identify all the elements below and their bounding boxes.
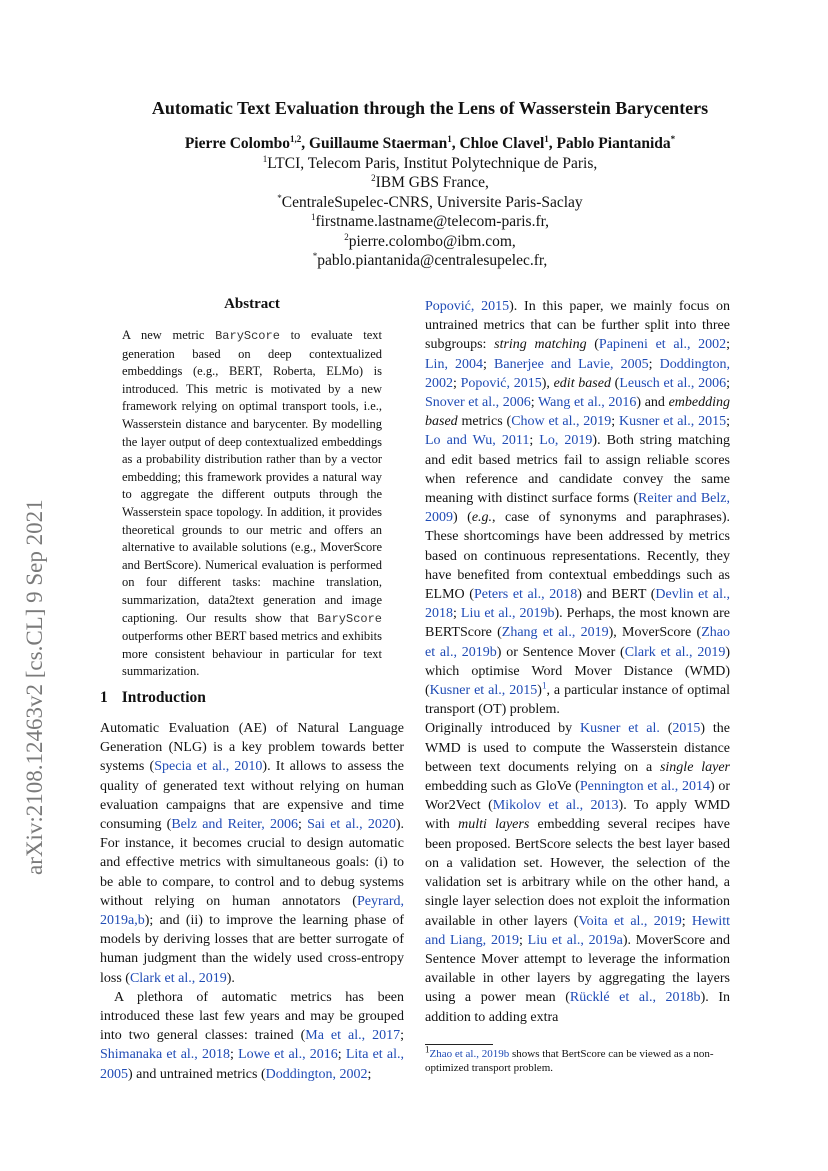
affiliation-text: firstname.lastname@telecom-paris.fr, xyxy=(315,213,550,230)
intro-paragraph-right-1: Popović, 2015). In this paper, we mainly focus on untrained metrics that can be further split into three subgroups: string matching (Papineni et al., 2002; Lin, 2004; Banerjee and Lavie, 2005; Doddington, 2002; Popović, 2015), edit based (Leusch et al., 2006; Snover et al., 2006; Wang et al., 2016) and embedding based metrics (Chow et al., 2019; Kusner et al., 2015; Lo and Wu, 2011; Lo, 2019). Both string matching and edit based metrics fail to assign reliable scores when reference and candidate convey the same meaning with distinct surface forms (Reiter and Belz, 2009) (e.g., case of synonyms and paraphrases). These shortcomings have been addressed by metrics based on continuous representations. Recently, they have benefited from contextual embeddings such as ELMO (Peters et al., 2018) and BERT (Devlin et al., 2018; Liu et al., 2019b). Perhaps, the most known are BERTScore (Zhang et al., 2019), MoverScore (Zhao et al., 2019b) or Sentence Mover (Clark et al., 2019) which optimise Word Mover Distance (WMD) (Kusner et al., 2015)$^1$, a particular instance of optimal transport (OT) problem. xyxy=(425,299,731,718)
affiliation-mark: * xyxy=(670,133,676,144)
paper-title: Automatic Text Evaluation through the Lens of Wasserstein Barycenters xyxy=(151,98,709,118)
footnote-rule xyxy=(425,1044,493,1045)
citation-link[interactable]: Clark et al., 2019 xyxy=(129,970,227,986)
citation-link[interactable]: Specia et al., 2010 xyxy=(154,759,263,775)
affiliation-text: IBM GBS France, xyxy=(375,174,489,191)
abstract-body xyxy=(122,327,382,681)
citation-link[interactable]: Zhang et al., 2019 xyxy=(501,625,609,641)
citation-link[interactable]: Pennington et al., 2014 xyxy=(579,779,710,795)
citation-link[interactable]: Papineni et al., 2002 xyxy=(598,337,727,353)
left-column-text xyxy=(100,719,404,1084)
emphasis-text: string matching xyxy=(494,337,587,353)
citation-link[interactable]: Doddington, 2002 xyxy=(425,356,731,391)
abstract-text-part: outperforms other BERT based metrics and exhibits more consistent behaviour in particular for text summarization. xyxy=(122,629,382,679)
citation-link[interactable]: Lin, 2004 xyxy=(425,356,484,372)
affiliation-mark: * xyxy=(277,192,282,203)
abstract-text-part: to evaluate text generation based on deep contextualized embeddings (e.g., BERT, Roberta, ELMo) is introduced. This metric is motivated by a new framework relying on optimal transport tools, i.e., Wasserstein distance and barycenter. By modelling the layer output of deep contextualized embeddings as a probability distribution rather than by a vector embedding; this framework provides a natural way to aggregate the different outputs through the Wasserstein space topology. In addition, it provides theoretical grounds to our metric and offers an alternative to available solutions (e.g., MoverScore and BertScore). Numerical evaluation is performed on four different tasks: machine translation, summarization, data2text generation and image captioning. Our results show that xyxy=(122,328,383,625)
arxiv-side-stamp xyxy=(12,370,52,890)
footnote-text: shows that BertScore can be viewed as a non-optimized transport problem. xyxy=(425,1048,714,1074)
affiliation-mark: 1 xyxy=(262,153,268,164)
metric-name: BaryScore xyxy=(215,329,280,343)
citation-link[interactable]: Peyrard, 2019a,b xyxy=(100,893,404,929)
affiliation-mark: 2 xyxy=(344,231,349,242)
citation-link[interactable]: Leusch et al., 2006 xyxy=(619,375,727,391)
citation-link[interactable]: Liu et al., 2019b xyxy=(460,606,555,622)
citation-link[interactable]: Mikolov et al., 2013 xyxy=(492,798,619,814)
affiliation-mark: 2 xyxy=(371,172,376,183)
citation-link[interactable]: Shimanaka et al., 2018 xyxy=(100,1047,230,1063)
affiliation-text: LTCI, Telecom Paris, Institut Polytechnique de Paris, xyxy=(267,154,598,172)
author-name: Chloe Clavel xyxy=(459,135,545,152)
citation-link[interactable]: Popović, 2015 xyxy=(460,375,542,391)
affiliation-mark: 1,2 xyxy=(290,133,302,144)
affiliation-line xyxy=(60,193,800,213)
emphasis-text: single layer xyxy=(659,759,730,775)
citation-link[interactable]: Lowe et al., 2016 xyxy=(238,1047,338,1063)
affiliation-line xyxy=(60,251,800,271)
abstract-text-part: A new metric xyxy=(122,328,216,342)
affiliation-mark: 1 xyxy=(447,133,452,144)
affiliation-line xyxy=(60,212,800,232)
author-name: Pablo Piantanida xyxy=(556,135,671,152)
citation-link[interactable]: Zhao et al., 2019b xyxy=(425,625,730,660)
affiliation-line xyxy=(60,232,800,252)
citation-link[interactable]: Banerjee and Lavie, 2005 xyxy=(494,356,649,372)
citation-link[interactable]: Kusner et al., 2015 xyxy=(619,414,727,430)
intro-paragraph-right-2: Originally introduced by Kusner et al. (2015) the WMD is used to compute the Wasserstein distance between text documents relying on a single layer embedding such as GloVe (Pennington et al., 2014) or Wor2Vect (Mikolov et al., 2013). To apply WMD with multi layers embedding several recipes have been proposed. BertScore selects the best layer based on a validation set. However, the selection of the validation set is arbitrary while on the other hand, a single layer selection does not exploit the information available in other layers (Voita et al., 2019; Hewitt and Liang, 2019; Liu et al., 2019a). MoverScore and Sentence Mover attempt to leverage the information available in other layers by aggregating the layers using a power mean (Rücklé et al., 2018b). In addition to adding extra xyxy=(425,721,731,1025)
author-name: Pierre Colombo xyxy=(184,135,290,152)
author-name: Guillaume Staerman xyxy=(309,135,448,152)
author-names: Pierre Colombo$^{1,2}$, Guillaume Staerman$^1$, Chloe Clavel$^1$, Pablo Piantanida* xyxy=(184,133,676,152)
section-number: 1 xyxy=(100,689,108,706)
citation-link[interactable]: Lo, 2019 xyxy=(539,433,593,449)
abstract-heading: Abstract xyxy=(224,296,280,312)
footnote-mark: 1 xyxy=(425,1044,430,1055)
citation-link[interactable]: Reiter and Belz, 2009 xyxy=(425,491,730,526)
emphasis-text: e.g. xyxy=(471,510,493,526)
section-heading xyxy=(100,689,220,707)
footnote xyxy=(425,1044,730,1075)
affiliation-list xyxy=(60,154,800,271)
affiliation-line xyxy=(60,173,800,193)
citation-link[interactable]: Kusner et al. xyxy=(579,721,660,737)
citation-link[interactable]: Chow et al., 2019 xyxy=(511,414,612,430)
author-block xyxy=(60,134,800,271)
affiliation-text: pierre.colombo@ibm.com, xyxy=(348,232,516,250)
intro-paragraph-1: Automatic Evaluation (AE) of Natural Language Generation (NLG) is a key problem towards better systems (Specia et al., 2010). It allows to assess the quality of generated text without relying on human evaluation campaigns that are expensive and time consuming (Belz and Reiter, 2006; Sai et al., 2020). For instance, it becomes crucial to design automatic and effective metrics with simultaneous goals: (i) to be able to compare, to control and to debug systems without relying on human annotators (Peyrard, 2019a,b); and (ii) to improve the learning phase of models by deriving losses that are better surrogate of human judgment than the widely used cross-entropy loss (Clark et al., 2019). xyxy=(100,721,405,986)
citation-link[interactable]: Devlin et al., 2018 xyxy=(425,587,730,622)
citation-link[interactable]: Lita et al., 2005 xyxy=(100,1047,404,1082)
affiliation-line xyxy=(60,154,800,174)
emphasis-text: embedding based xyxy=(425,395,730,430)
citation-link[interactable]: Doddington, 2002 xyxy=(265,1066,368,1082)
right-column-text xyxy=(425,297,730,1027)
metric-name: BaryScore xyxy=(317,611,382,626)
citation-link[interactable]: Zhao et al., 2019b xyxy=(429,1048,510,1060)
citation-link[interactable]: Popović, 2015 xyxy=(425,299,510,314)
intro-paragraph-2: A plethora of automatic metrics has been introduced these last few years and may be grouped into two general classes: trained (Ma et al., 2017; Shimanaka et al., 2018; Lowe et al., 2016; Lita et al., 2005) and untrained metrics (Doddington, 2002; xyxy=(100,989,404,1082)
emphasis-text: edit based xyxy=(553,375,611,391)
footnote-ref[interactable]: 1 xyxy=(541,680,547,691)
citation-link[interactable]: Hewitt and Liang, 2019 xyxy=(425,913,730,948)
citation-link[interactable]: Peters et al., 2018 xyxy=(473,587,578,603)
citation-link[interactable]: Rücklé et al., 2018b xyxy=(569,990,701,1006)
emphasis-text: multi layers xyxy=(458,817,530,833)
section-title: Introduction xyxy=(121,689,206,706)
citation-link[interactable]: 2015 xyxy=(672,721,701,737)
arxiv-id-text: arXiv:2108.12463v2 [cs.CL] 9 Sep 2021 xyxy=(22,499,47,875)
citation-link[interactable]: Clark et al., 2019 xyxy=(624,644,726,660)
citation-link[interactable]: Lo and Wu, 2011 xyxy=(425,433,530,449)
citation-link[interactable]: Voita et al., 2019 xyxy=(578,913,682,929)
citation-link[interactable]: Ma et al., 2017 xyxy=(305,1028,401,1044)
citation-link[interactable]: Belz and Reiter, 2006 xyxy=(171,817,298,833)
affiliation-mark: * xyxy=(312,250,318,261)
citation-link[interactable]: Snover et al., 2006 xyxy=(425,395,531,411)
affiliation-mark: 1 xyxy=(310,211,316,222)
affiliation-text: pablo.piantanida@centralesupelec.fr, xyxy=(317,252,548,269)
citation-link[interactable]: Kusner et al., 2015 xyxy=(429,683,538,699)
citation-link[interactable]: Sai et al., 2020 xyxy=(307,817,396,833)
affiliation-mark: 1 xyxy=(544,133,549,144)
citation-link[interactable]: Liu et al., 2019a xyxy=(527,932,623,948)
citation-link[interactable]: Wang et al., 2016 xyxy=(538,395,637,411)
affiliation-text: CentraleSupelec-CNRS, Universite Paris-Saclay xyxy=(281,193,583,211)
